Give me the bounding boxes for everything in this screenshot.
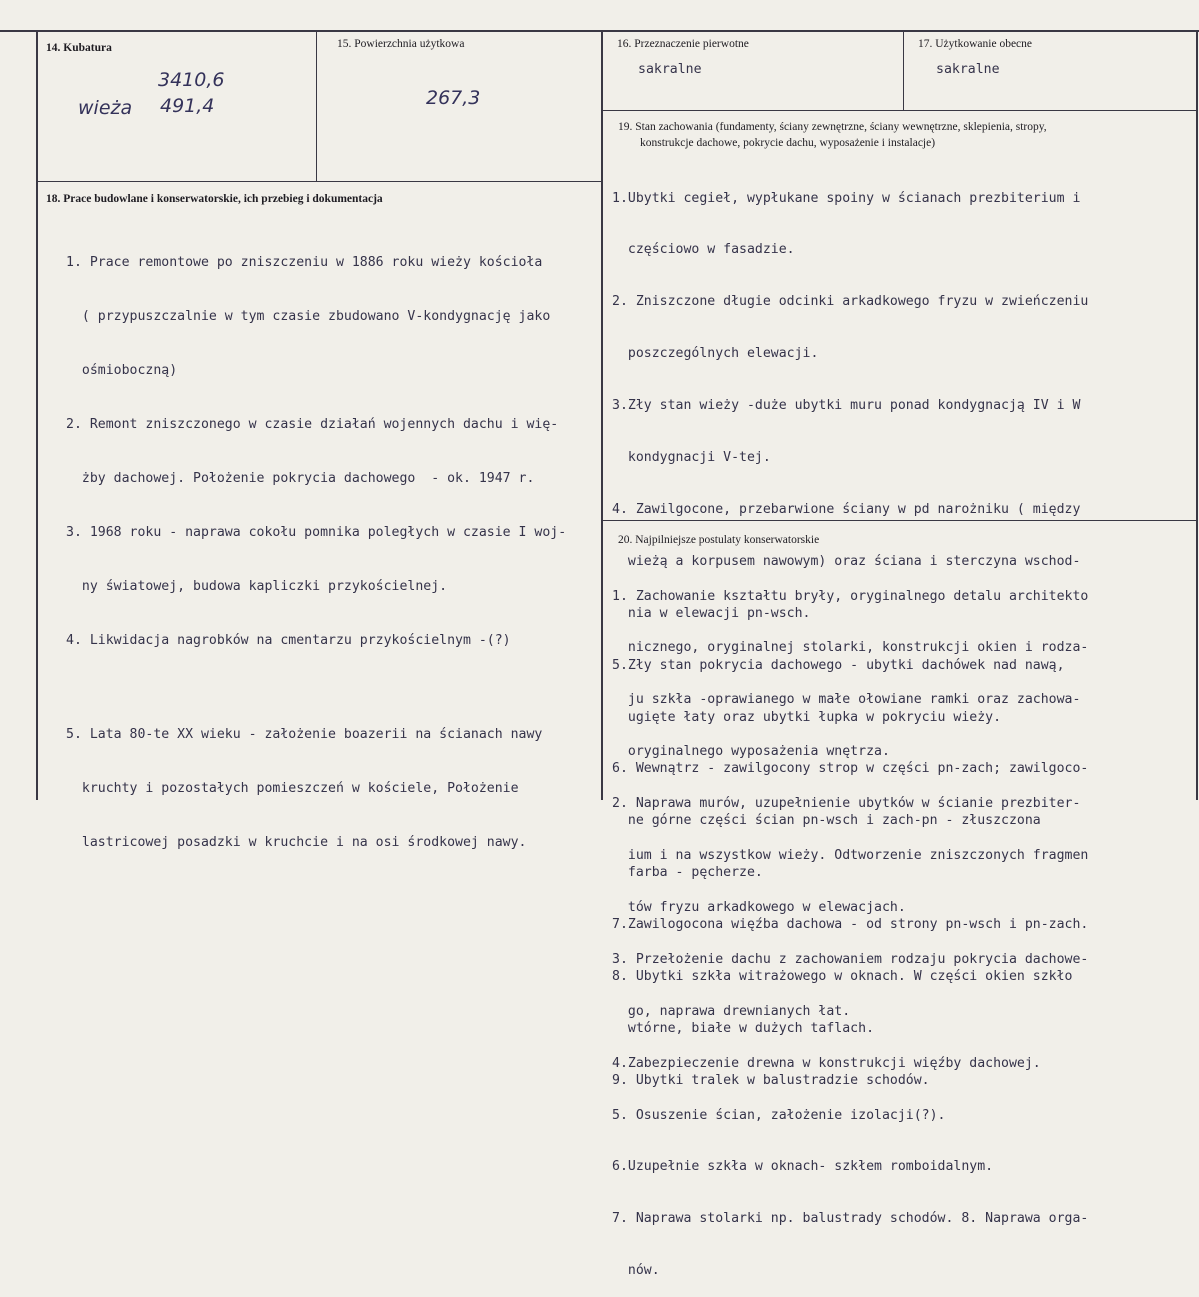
postulaty-line: 5. Osuszenie ścian, założenie izolacji(?). xyxy=(612,1107,946,1123)
prace-line: 5. Lata 80-te XX wieku - założenie boazerii na ścianach nawy xyxy=(66,727,543,742)
przeznaczenie-label: 16. Przeznaczenie pierwotne xyxy=(617,38,749,50)
prace-line: 4. Likwidacja nagrobków na cmentarzu przykościelnym -(?) xyxy=(66,633,511,648)
stan-line: poszczególnych elewacji. xyxy=(612,346,819,362)
postulaty-line: ju szkła -oprawianego w małe ołowiane ramki oraz zachowa- xyxy=(612,692,1081,708)
stan-line: wieżą a korpusem nawowym) oraz ściana i sterczyna wschod- xyxy=(612,553,1081,569)
divider-v3 xyxy=(903,30,904,110)
prace-line: 1. Prace remontowe po zniszczeniu w 1886 roku wieży kościoła xyxy=(66,255,543,270)
divider-h-right-top xyxy=(601,110,1198,111)
prace-line: ośmioboczną) xyxy=(66,363,178,378)
prace-label: 18. Prace budowlane i konserwatorskie, ich przebieg i dokumentacja xyxy=(46,193,383,205)
postulaty-line: 3. Przełożenie dachu z zachowaniem rodzaju pokrycia dachowe- xyxy=(612,951,1089,967)
stan-line: 4. Zawilgocone, przebarwione ściany w pd narożniku ( między xyxy=(612,501,1081,517)
stan-line: 9. Ubytki tralek w balustradzie schodów. xyxy=(612,1072,930,1088)
stan-line: 8. Ubytki szkła witrażowego w oknach. W części okien szkło xyxy=(612,968,1073,984)
prace-line: ny światowej, budowa kapliczki przykościelnej. xyxy=(66,579,448,594)
stan-line: 1.Ubytki cegieł, wypłukane spoiny w ścianach prezbiterium i xyxy=(612,190,1081,206)
postulaty-text xyxy=(612,553,1088,1297)
prace-text xyxy=(66,218,566,870)
stan-line: 6. Wewnątrz - zawilgocony strop w części pn-zach; zawilgoco- xyxy=(612,761,1089,777)
postulaty-line: 2. Naprawa murów, uzupełnienie ubytków w ścianie prezbiter- xyxy=(612,796,1081,812)
stan-line: wtórne, białe w dużych taflach. xyxy=(612,1020,875,1036)
right-border xyxy=(1196,30,1198,800)
stan-line: 5.Zły stan pokrycia dachowego - ubytki dachówek nad nawą, xyxy=(612,657,1065,673)
stan-line: kondygnacji V-tej. xyxy=(612,450,771,466)
stan-line: ugięte łaty oraz ubytki łupka w pokryciu wieży. xyxy=(612,709,1002,725)
uzytkowanie-label: 17. Użytkowanie obecne xyxy=(918,38,1033,50)
powierzchnia-value: 267,3 xyxy=(426,87,481,109)
postulaty-line: nicznego, oryginalnej stolarki, konstrukcji okien i rodza- xyxy=(612,640,1089,656)
postulaty-line: ium i na wszystkow wieży. Odtworzenie zniszczonych fragmen xyxy=(612,848,1089,864)
stan-line: 7.Zawilogocona więźba dachowa - od strony pn-wsch i pn-zach. xyxy=(612,917,1089,933)
postulaty-label: 20. Najpilniejsze postulaty konserwatorskie xyxy=(618,534,820,546)
stan-line: ne górne części ścian pn-wsch i zach-pn - złuszczona xyxy=(612,813,1041,829)
prace-line xyxy=(66,686,566,690)
postulaty-line: 7. Naprawa stolarki np. balustrady schodów. 8. Naprawa orga- xyxy=(612,1211,1089,1227)
divider-v2 xyxy=(601,30,603,800)
top-border xyxy=(0,30,1199,32)
stan-label-1: 19. Stan zachowania (fundamenty, ściany zewnętrzne, ściany wewnętrzne, sklepienia, stropy, xyxy=(618,121,1047,133)
stan-line: 3.Zły stan wieży -duże ubytki muru ponad kondygnacją IV i W xyxy=(612,398,1081,414)
postulaty-line: 6.Uzupełnie szkła w oknach- szkłem romboidalnym. xyxy=(612,1159,994,1175)
kubatura-tower-label: wieża xyxy=(78,97,133,119)
kubatura-value-1: 3410,6 xyxy=(158,69,225,91)
stan-label-2: konstrukcje dachowe, pokrycie dachu, wyposażenie i instalacje) xyxy=(640,137,936,149)
left-border xyxy=(36,30,38,800)
stan-line: 2. Zniszczone długie odcinki arkadkowego fryzu w zwieńczeniu xyxy=(612,294,1089,310)
uzytkowanie-value: sakralne xyxy=(936,62,1000,77)
prace-line: żby dachowej. Położenie pokrycia dachowego - ok. 1947 r. xyxy=(66,471,535,486)
prace-line: lastricowej posadzki w kruchcie i na osi środkowej nawy. xyxy=(66,835,527,850)
prace-line: 3. 1968 roku - naprawa cokołu pomnika poległych w czasie I woj- xyxy=(66,525,567,540)
divider-h-left xyxy=(36,181,602,182)
stan-line: częściowo w fasadzie. xyxy=(612,242,795,258)
postulaty-line: go, naprawa drewnianych łat. xyxy=(612,1003,851,1019)
postulaty-line: oryginalnego wyposażenia wnętrza. xyxy=(612,744,890,760)
kubatura-label: 14. Kubatura xyxy=(46,42,112,54)
stan-line: farba - pęcherze. xyxy=(612,865,763,881)
przeznaczenie-value: sakralne xyxy=(638,62,702,77)
kubatura-value-2: 491,4 xyxy=(160,95,215,117)
postulaty-line: tów fryzu arkadkowego w elewacjach. xyxy=(612,899,906,915)
prace-line: 2. Remont zniszczonego w czasie działań wojennych dachu i wię- xyxy=(66,417,559,432)
prace-line: kruchty i pozostałych pomieszczeń w kościele, Położenie xyxy=(66,781,519,796)
postulaty-line: nów. xyxy=(612,1263,660,1279)
postulaty-line: 1. Zachowanie kształtu bryły, oryginalnego detalu architekto xyxy=(612,588,1089,604)
powierzchnia-label: 15. Powierzchnia użytkowa xyxy=(337,38,465,50)
prace-line: ( przypuszczalnie w tym czasie zbudowano V-kondygnację jako xyxy=(66,309,551,324)
divider-v1 xyxy=(316,30,317,182)
stan-line: nia w elewacji pn-wsch. xyxy=(612,605,811,621)
postulaty-line: 4.Zabezpieczenie drewna w konstrukcji więźby dachowej. xyxy=(612,1055,1041,1071)
